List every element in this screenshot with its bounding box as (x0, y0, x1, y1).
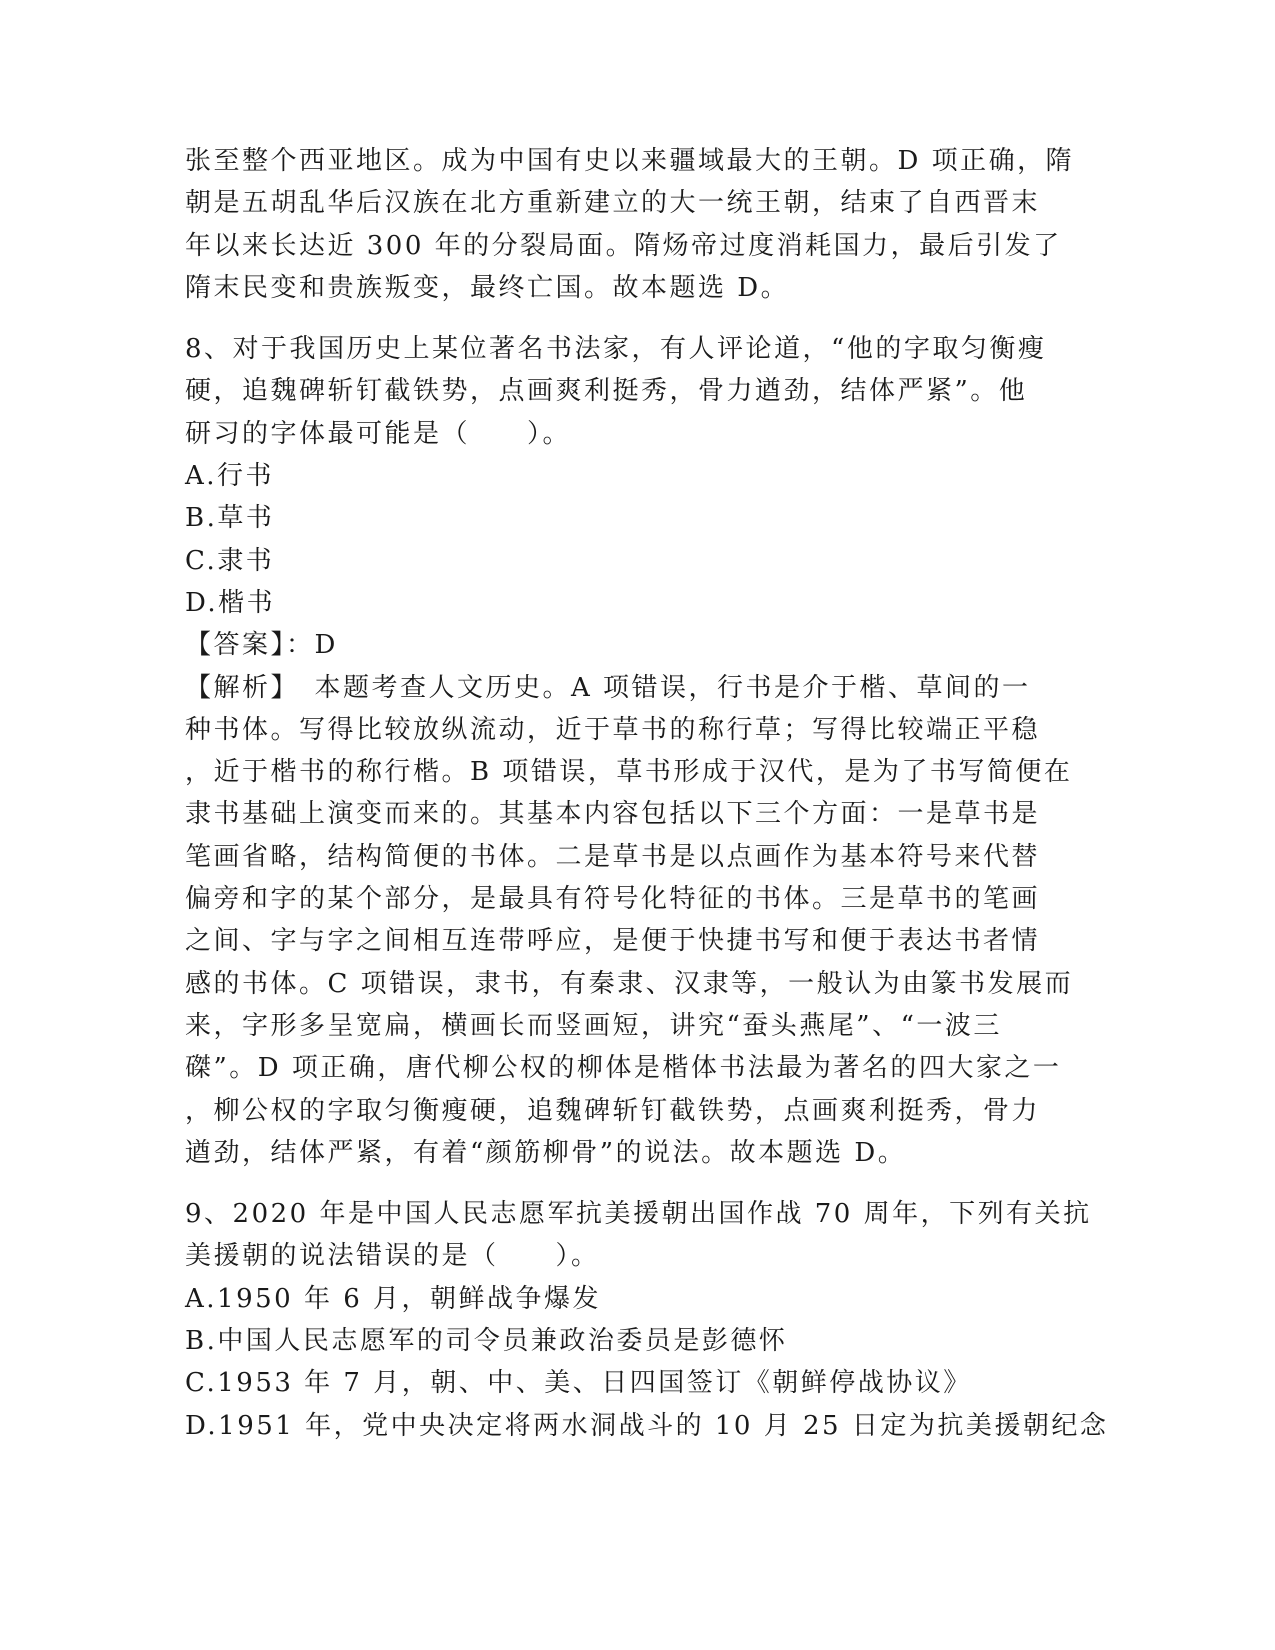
text-line: 张至整个西亚地区。成为中国有史以来疆域最大的王朝。D 项正确，隋 (185, 146, 1075, 176)
option-a: A.1950 年 6 月，朝鲜战争爆发 (185, 1283, 602, 1314)
explanation-line: 之间、字与字之间相互连带呼应，是便于快捷书写和便于表达书者情 (185, 926, 1041, 957)
question-8-line: 研习的字体最可能是（ ）。 (185, 418, 572, 449)
question-9-line: 美援朝的说法错误的是（ ）。 (185, 1241, 600, 1272)
explanation-line: 【解析】 本题考查人文历史。A 项错误，行书是介于楷、草间的一 (185, 672, 1031, 703)
explanation-line: 偏旁和字的某个部分，是最具有符号化特征的书体。三是草书的笔画 (185, 884, 1041, 915)
explanation-line: 隶书基础上演变而来的。其基本内容包括以下三个方面：一是草书是 (185, 799, 1041, 830)
text-line: 朝是五胡乱华后汉族在北方重新建立的大一统王朝，结束了自西晋末 (185, 188, 1041, 219)
option-a: A.行书 (185, 461, 275, 492)
option-b: B.中国人民志愿军的司令员兼政治委员是彭德怀 (185, 1326, 788, 1357)
explanation-line: 种书体。写得比较放纵流动，近于草书的称行草；写得比较端正平稳 (185, 714, 1041, 745)
option-c: C.隶书 (185, 545, 275, 576)
question-8-line: 硬，追魏碑斩钉截铁势，点画爽利挺秀，骨力遒劲，结体严紧”。他 (185, 376, 1028, 407)
text-line: 年以来长达近 300 年的分裂局面。隋炀帝过度消耗国力，最后引发了 (185, 230, 1062, 261)
question-9-line: 9、2020 年是中国人民志愿军抗美援朝出国作战 70 周年，下列有关抗 (185, 1199, 1092, 1230)
explanation-line: 笔画省略，结构简便的书体。二是草书是以点画作为基本符号来代替 (185, 841, 1041, 872)
explanation-line: ，柳公权的字取匀衡瘦硬，追魏碑斩钉截铁势，点画爽利挺秀，骨力 (185, 1095, 1041, 1126)
option-b: B.草书 (185, 503, 275, 534)
text-line: 隋末民变和贵族叛变，最终亡国。故本题选 D。 (185, 272, 790, 303)
explanation-line: 来，字形多呈宽扁，横画长而竖画短，讲究“蚕头燕尾”、“一波三 (185, 1010, 1002, 1041)
explanation-line: ，近于楷书的称行楷。B 项错误，草书形成于汉代，是为了书写简便在 (185, 757, 1073, 788)
document-page (185, 140, 1109, 1447)
option-c: C.1953 年 7 月，朝、中、美、日四国签订《朝鲜停战协议》 (185, 1368, 972, 1399)
explanation-line: 磔”。D 项正确，唐代柳公权的柳体是楷体书法最为著名的四大家之一 (185, 1053, 1062, 1084)
question-8-line: 8、对于我国历史上某位著名书法家，有人评论道，“他的字取匀衡瘦 (185, 334, 1047, 365)
explanation-line: 遒劲，结体严紧，有着“颜筋柳骨”的说法。故本题选 D。 (185, 1137, 907, 1168)
paragraph-gap (185, 1174, 1065, 1193)
option-d: D.1951 年，党中央决定将两水洞战斗的 10 月 25 日定为抗美援朝纪念 (185, 1410, 1109, 1441)
answer: 【答案】：D (185, 630, 338, 661)
paragraph-gap (185, 309, 1065, 328)
option-d: D.楷书 (185, 587, 276, 618)
explanation-line: 感的书体。C 项错误，隶书，有秦隶、汉隶等，一般认为由篆书发展而 (185, 968, 1074, 999)
